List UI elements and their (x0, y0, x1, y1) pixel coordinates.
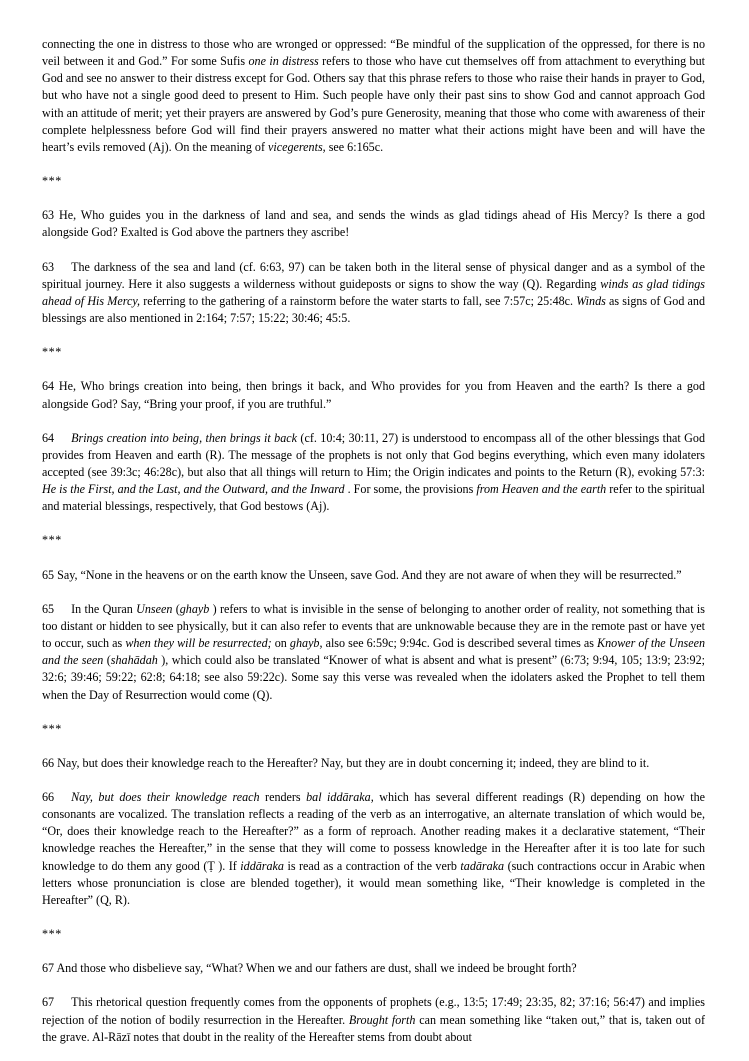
verse-67-run-0: 67 And those who disbelieve say, “What? When we and our fathers are dust, shall we indeed be brought forth? (42, 961, 577, 976)
commentary-66-number: 66 (42, 790, 55, 804)
commentary-66-run-2: bal iddāraka, (306, 790, 374, 804)
paragraph-continuation-62 (42, 36, 705, 156)
paragraph-continuation-62-run-3: vicegerents, (268, 139, 326, 154)
commentary-66 (42, 789, 705, 909)
section-separator-4: *** (42, 721, 62, 736)
commentary-67-run-2: can mean something like “taken out,” that is, taken out of the grave. Al-Rāzī notes that doubt in the reality of the Hereafter stems from doubt about (42, 1012, 705, 1044)
verse-63-run-0: 63 He, Who guides you in the darkness of land and sea, and sends the winds as glad tidings ahead of His Mercy? Is there a god alongside God? Exalted is God above the partners they ascribe! (42, 208, 705, 240)
commentary-63-number: 63 (42, 259, 55, 274)
commentary-66-run-5: is read as a contraction of the verb (283, 858, 461, 873)
verse-65-run-0: 65 Say, “None in the heavens or on the earth know the Unseen, save God. And they are not aware of when they will be resurrected.” (42, 567, 682, 582)
commentary-66-run-1: renders (259, 790, 307, 804)
commentary-64-run-4: from Heaven and the earth (476, 482, 607, 497)
commentary-63-run-1: winds as glad tidings ahead of His Mercy, (42, 276, 706, 308)
commentary-65-number: 65 (42, 601, 55, 616)
section-separator-2: *** (42, 345, 62, 360)
commentary-65-run-5: when they will be resurrected; (125, 636, 272, 651)
verse-64-run-0: 64 He, Who brings creation into being, then brings it back, and Who provides for you from Heaven and the earth? Is there a god alongside God? Say, “Bring your proof, if you are truthful.” (42, 379, 705, 411)
commentary-65-run-7: ghayb, (289, 636, 323, 651)
commentary-65-run-9: Knower of the Unseen and the seen (42, 636, 705, 668)
commentary-64-run-2: He is the First, and the Last, and the Outward, and the Inward (42, 482, 345, 497)
verse-66-run-0: 66 Nay, but does their knowledge reach to the Hereafter? Nay, but they are in doubt concerning it; indeed, they are blind to it. (42, 755, 650, 770)
commentary-67-run-0: This rhetorical question frequently comes from the opponents of prophets (e.g., 13:5; 17:49; 23:35, 82; 37:16; 56:47) and implies rejection of the notion of bodily resurrection in the Hereafter. (42, 995, 705, 1027)
section-separator-5: *** (42, 927, 62, 942)
commentary-63-run-3: Winds (576, 293, 606, 308)
commentary-63-run-4: as signs of God and blessings are also mentioned in 2:164; 7:57; 15:22; 30:46; 45:5. (42, 293, 706, 326)
commentary-65-run-2: ( (172, 601, 180, 616)
commentary-65-run-0: In the Quran (71, 601, 137, 616)
commentary-65-run-6: on (271, 636, 290, 651)
commentary-65-run-11: shahādah (110, 653, 158, 668)
commentary-66-run-7: (such contractions occur in Arabic when letters whose pronunciation is close are blended together), it would mean something like, “Their knowledge is completed in the Hereafter” (Q, R). (42, 858, 705, 907)
commentary-65-run-12: ), which could also be translated “Knower of what is absent and what is present” (6:73; 9:94, 105; 13:9; 23:92; 32:6; 39:46; 59:22; 62:8; 64:18; see also 59:22c). Some say this verse was revealed when the idolaters asked the Prophet to tell them when the Day of Resurrection would come (Q). (42, 653, 705, 702)
paragraph-continuation-62-run-2: refers to those who have cut themselves off from attachment to everything but God and see no answer to their distress except for God. Others say that this phrase refers to those who raise their hands in prayer to God, but who have not a single good deed to present to Him. Such people have only their past sins to show God and cannot approach God with an attitude of merit; yet their prayers are answered by God’s pure Generosity, meaning that those who come with awareness of their complete helplessness before God will find their prayers answered no matter what their actions might have been and will have the heart’s evils removed (Aj). On the meaning of (42, 54, 705, 154)
commentary-63-run-2: referring to the gathering of a rainstorm before the water starts to fall, see 7:57c; 25:48c. (140, 293, 577, 308)
commentary-63-run-0: The darkness of the sea and land (cf. 6:63, 97) can be taken both in the literal sense of physical danger and as a symbol of the spiritual journey. Here it also suggests a wilderness without guideposts or signs to show the way (Q). Regarding (42, 259, 705, 291)
commentary-64-run-3: . For some, the provisions (344, 482, 477, 497)
page-body (42, 36, 705, 1046)
commentary-65 (42, 601, 705, 704)
commentary-66-run-0: Nay, but does their knowledge reach (71, 790, 260, 804)
commentary-64-run-5: refer to the spiritual and material blessings, respectively, that God bestows (Aj). (42, 482, 706, 514)
commentary-66-run-3: which has several different readings (R) depending on how the consonants are vocalized. The translation reflects a reading of the verb as an interrogative, an alternate translation of which would be, “Or, does their knowledge reach to the Hereafter?” as a form of reproach. Another reading makes it a declarative statement, “Their knowledge reaches the Hereafter,” in the sense that they will come to possess knowledge in the Hereafter after it is too late for such knowledge to do them any good (Ṭ ). If (42, 790, 705, 873)
commentary-67-run-1: Brought forth (348, 1012, 416, 1027)
commentary-65-run-8: also see 6:59c; 9:94c. God is described several times as (322, 636, 598, 651)
section-separator-1: *** (42, 174, 62, 189)
commentary-65-run-4: ) refers to what is invisible in the sense of belonging to another order of reality, not something that is too distant or hidden to see physically, but it can also refer to events that are unknowable because they are in the remote past or have yet to occur, such as (42, 601, 705, 651)
verse-63 (42, 207, 705, 241)
commentary-64-run-1: (cf. 10:4; 30:11, 27) is understood to encompass all of the other blessings that God provides from Heaven and earth (R). The message of the prophets is not only that God begins everything, which even many idolaters accepted (see 39:3c; 46:28c), but also that all things will return to Him; the Origin indicates and points to the Return (R), evoking 57:3: (42, 430, 705, 479)
commentary-67 (42, 994, 705, 1045)
commentary-64-number: 64 (42, 430, 55, 445)
verse-67 (42, 960, 705, 977)
commentary-64-run-0: Brings creation into being, then brings it back (71, 430, 298, 445)
paragraph-continuation-62-run-0: connecting the one in distress to those who are wronged or oppressed: “Be mindful of the supplication of the oppressed, for there is no veil between it and God.” For some Sufis (42, 37, 705, 69)
commentary-66-run-6: tadāraka (460, 858, 505, 873)
paragraph-continuation-62-run-1: one in distress (248, 54, 319, 69)
verse-64 (42, 378, 705, 412)
paragraph-continuation-62-run-4: see 6:165c. (325, 139, 384, 154)
commentary-63 (42, 259, 705, 328)
verse-65 (42, 567, 705, 584)
commentary-65-run-3: ghayb (179, 601, 210, 616)
commentary-65-run-10: ( (103, 653, 111, 668)
commentary-64 (42, 430, 705, 516)
commentary-66-run-4: iddāraka (240, 858, 284, 873)
commentary-67-number: 67 (42, 995, 55, 1010)
commentary-65-run-1: Unseen (136, 601, 173, 616)
verse-66 (42, 755, 705, 772)
section-separator-3: *** (42, 533, 62, 548)
